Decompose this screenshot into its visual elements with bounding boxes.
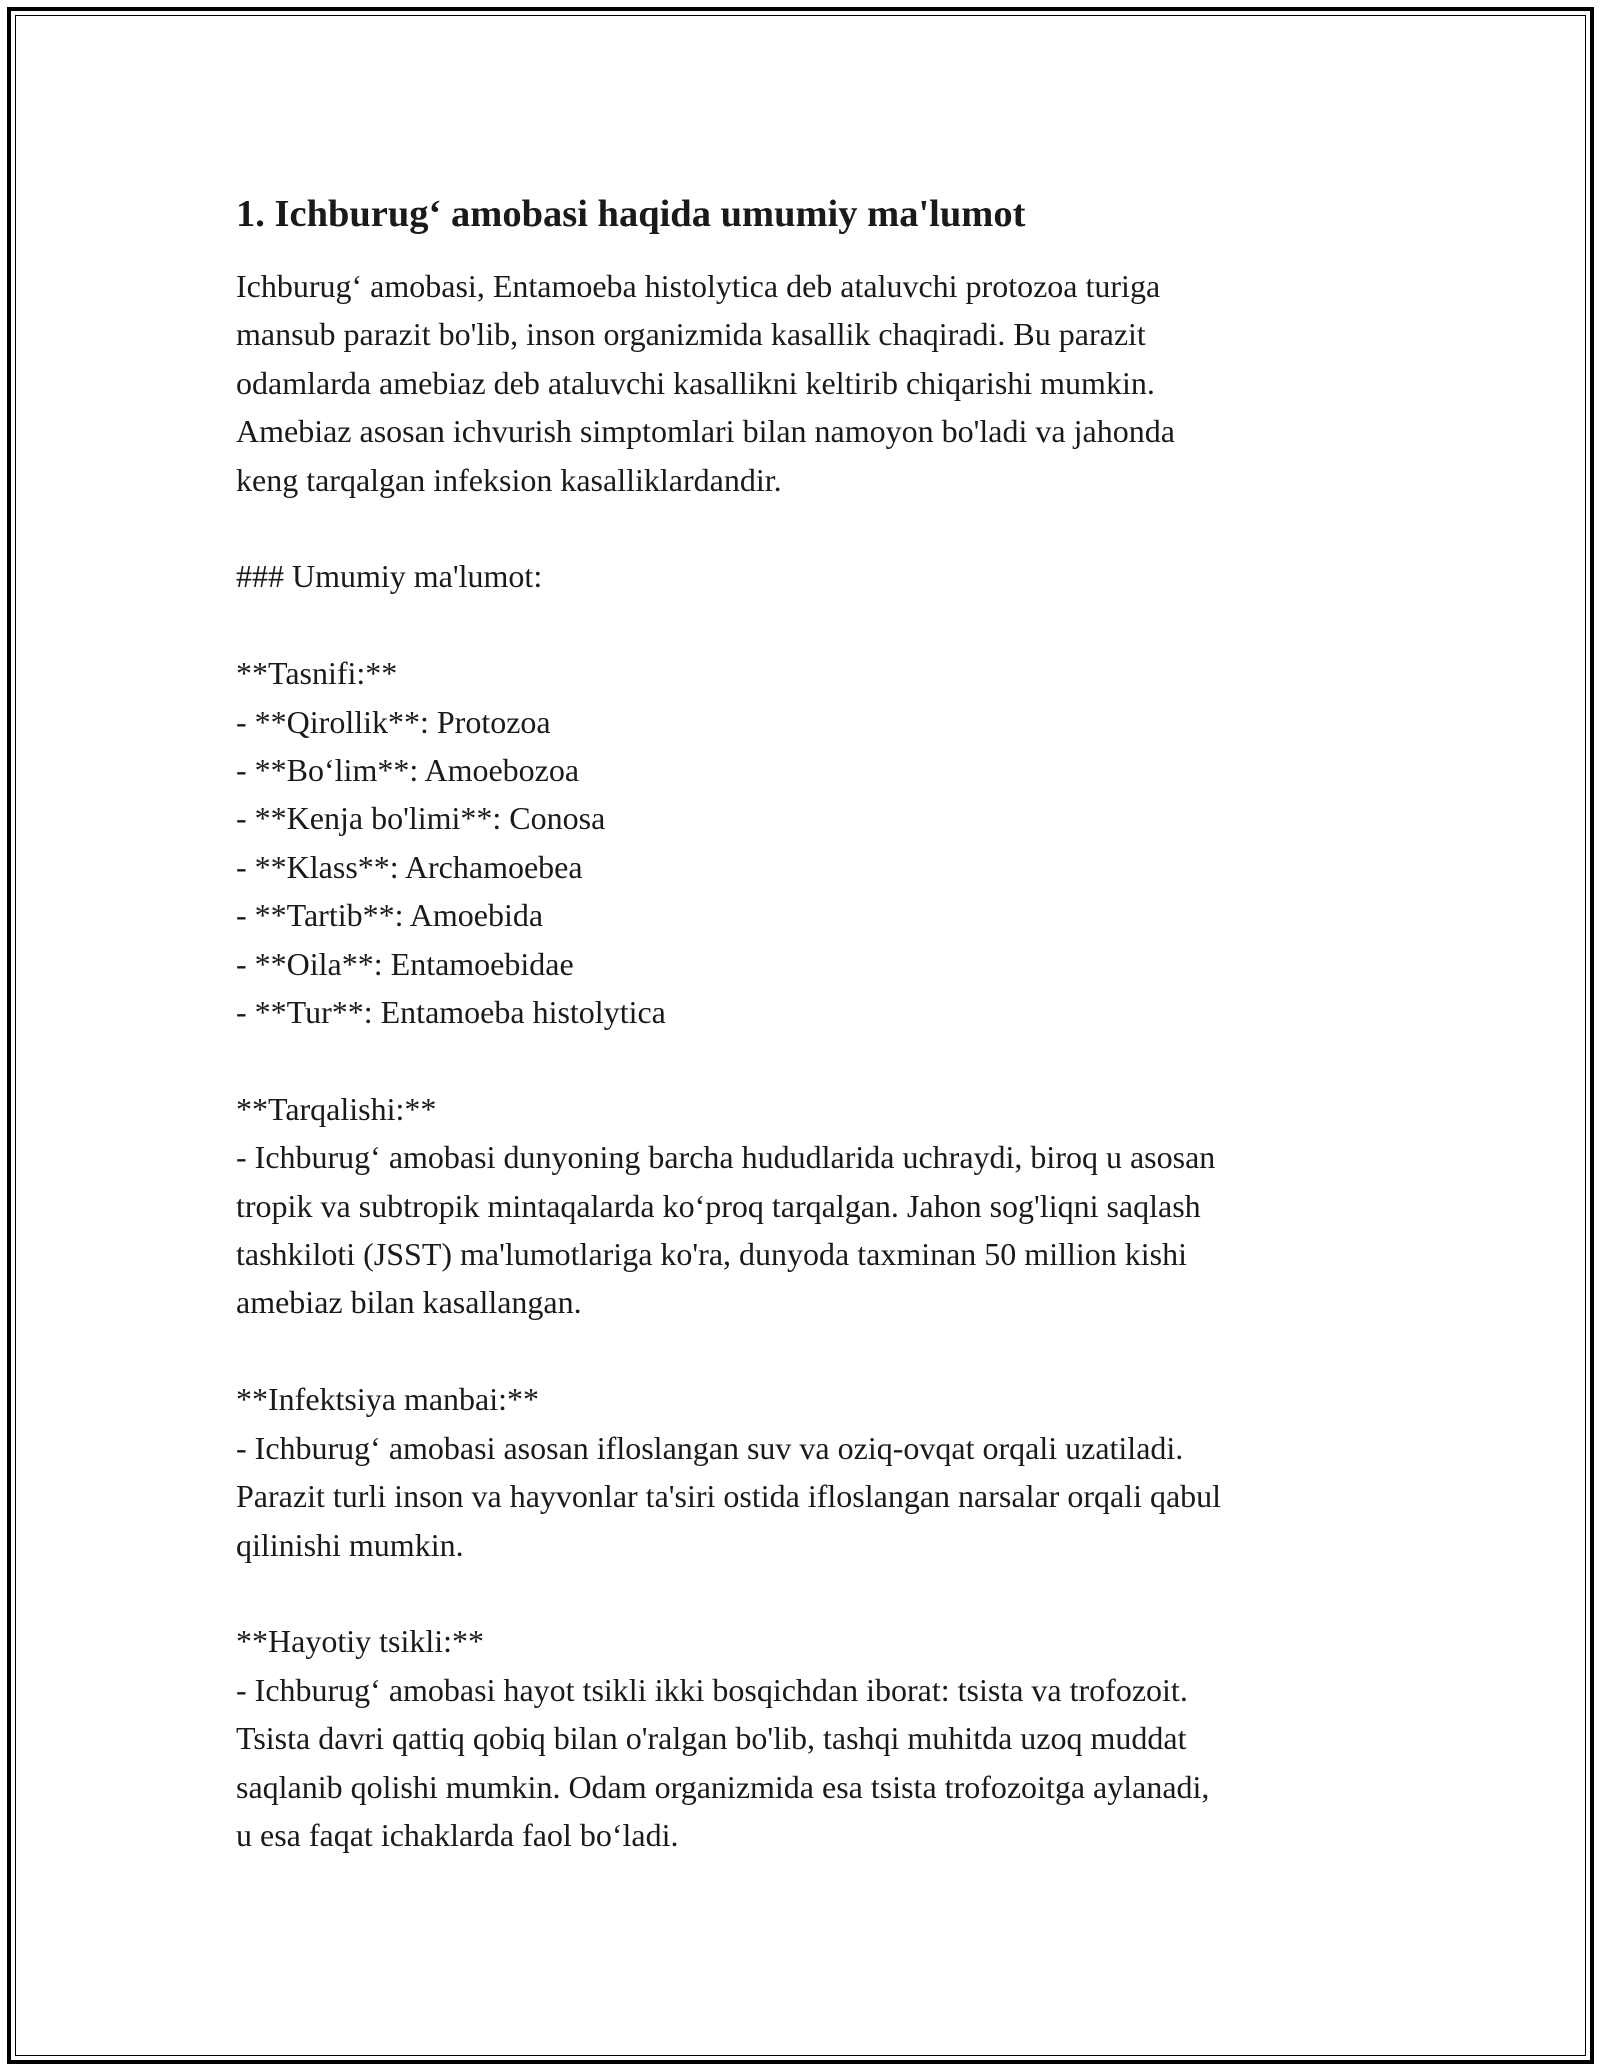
distribution-line: amebiaz bilan kasallangan. — [236, 1284, 582, 1321]
classification-item: - **Klass**: Archamoebea — [236, 848, 583, 885]
life-cycle-section — [236, 1617, 1386, 1859]
classification-item: - **Bo‘lim**: Amoebozoa — [236, 752, 580, 789]
life-cycle-line: - Ichburug‘ amobasi hayot tsikli ikki bosqichdan iborat: tsista va trofozoit. — [236, 1671, 1188, 1708]
intro-line: Amebiaz asosan ichvurish simptomlari bilan namoyon bo'ladi va jahonda — [236, 413, 1175, 450]
infection-source-heading: **Infektsiya manbai:** — [236, 1381, 540, 1418]
classification-item: - **Qirollik**: Protozoa — [236, 703, 551, 740]
distribution-line: tropik va subtropik mintaqalarda ko‘proq tarqalgan. Jahon sog'liqni saqlash — [236, 1187, 1201, 1224]
distribution-line: - Ichburug‘ amobasi dunyoning barcha hududlarida uchraydi, biroq u asosan — [236, 1139, 1216, 1176]
infection-source-section — [236, 1375, 1386, 1569]
distribution-section — [236, 1085, 1386, 1327]
intro-paragraph — [236, 262, 1386, 504]
intro-line: keng tarqalgan infeksion kasalliklardandir. — [236, 461, 782, 498]
infection-source-line: Parazit turli inson va hayvonlar ta'siri ostida ifloslangan narsalar orqali qabul — [236, 1478, 1222, 1515]
classification-heading: **Tasnifi:** — [236, 655, 398, 692]
distribution-line: tashkiloti (JSST) ma'lumotlariga ko'ra, dunyoda taxminan 50 million kishi — [236, 1236, 1187, 1273]
classification-section — [236, 649, 1386, 1036]
life-cycle-line: u esa faqat ichaklarda faol bo‘ladi. — [236, 1816, 679, 1853]
section-subheading: ### Umumiy ma'lumot: — [236, 558, 543, 595]
subheading-block — [236, 552, 1386, 600]
infection-source-line: - Ichburug‘ amobasi asosan ifloslangan suv va oziq-ovqat orqali uzatiladi. — [236, 1429, 1184, 1466]
distribution-heading: **Tarqalishi:** — [236, 1090, 437, 1127]
intro-line: mansub parazit bo'lib, inson organizmida kasallik chaqiradi. Bu parazit — [236, 316, 1146, 353]
classification-item: - **Tur**: Entamoeba histolytica — [236, 994, 666, 1031]
intro-line: odamlarda amebiaz deb ataluvchi kasallikni keltirib chiqarishi mumkin. — [236, 364, 1155, 401]
intro-line: Ichburug‘ amobasi, Entamoeba histolytica deb ataluvchi protozoa turiga — [236, 268, 1161, 304]
classification-item: - **Kenja bo'limi**: Conosa — [236, 800, 606, 837]
infection-source-line: qilinishi mumkin. — [236, 1526, 464, 1563]
document-body — [236, 186, 1386, 1859]
life-cycle-heading: **Hayotiy tsikli:** — [236, 1623, 484, 1660]
document-title: 1. Ichburug‘ amobasi haqida umumiy ma'lumot — [236, 193, 1026, 235]
life-cycle-line: Tsista davri qattiq qobiq bilan o'ralgan bo'lib, tashqi muhitda uzoq muddat — [236, 1720, 1187, 1757]
classification-item: - **Oila**: Entamoebidae — [236, 945, 574, 982]
classification-item: - **Tartib**: Amoebida — [236, 897, 544, 934]
life-cycle-line: saqlanib qolishi mumkin. Odam organizmida esa tsista trofozoitga aylanadi, — [236, 1768, 1210, 1805]
